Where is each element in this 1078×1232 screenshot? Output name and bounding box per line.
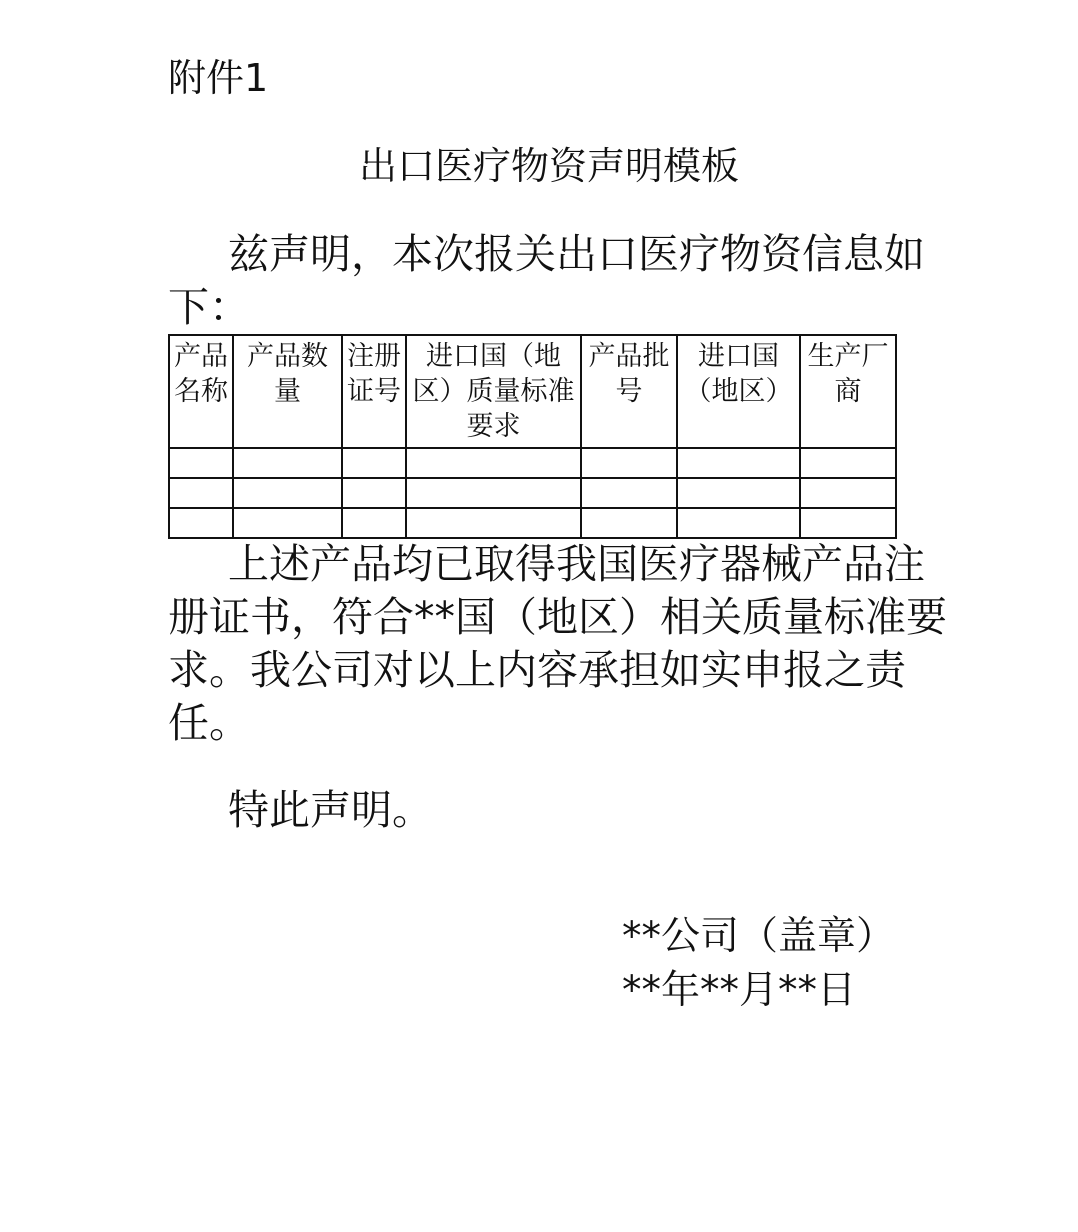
signature-date: **年**月**日 [622, 968, 857, 1013]
intro-paragraph: 兹声明，本次报关出口医疗物资信息如下： [168, 230, 925, 331]
table-cell [169, 448, 233, 478]
header-product-name: 产品名称 [169, 335, 233, 448]
closing-line: 特此声明。 [228, 786, 433, 834]
table-cell [342, 448, 406, 478]
table-cell [169, 508, 233, 538]
table-row [169, 448, 896, 478]
header-registration-number: 注册证号 [342, 335, 406, 448]
header-manufacturer: 生产厂商 [800, 335, 896, 448]
table-row [169, 478, 896, 508]
header-import-country: 进口国（地区） [677, 335, 800, 448]
document-title: 出口医疗物资声明模板 [358, 144, 739, 188]
table-cell [169, 478, 233, 508]
table-cell [677, 508, 800, 538]
table-cell [406, 478, 581, 508]
table-cell [581, 478, 677, 508]
table-cell [677, 478, 800, 508]
medical-supplies-table [168, 334, 897, 539]
table-cell [233, 448, 342, 478]
attachment-label: 附件1 [168, 56, 269, 100]
table-cell [677, 448, 800, 478]
table-cell [800, 478, 896, 508]
table-cell [581, 448, 677, 478]
table-cell [581, 508, 677, 538]
table-cell [342, 508, 406, 538]
table-cell [233, 478, 342, 508]
table-row [169, 508, 896, 538]
header-batch-number: 产品批号 [581, 335, 677, 448]
statement-paragraph: 上述产品均已取得我国医疗器械产品注册证书，符合**国（地区）相关质量标准要求。我公司对以上内容承担如实申报之责任。 [168, 540, 947, 747]
table-header-row [169, 335, 896, 448]
table-cell [406, 448, 581, 478]
header-quality-standard: 进口国（地区）质量标准要求 [406, 335, 581, 448]
table-cell [406, 508, 581, 538]
table-cell [800, 448, 896, 478]
table-cell [342, 478, 406, 508]
signature-company: **公司（盖章） [622, 914, 896, 959]
header-product-quantity: 产品数量 [233, 335, 342, 448]
table-cell [800, 508, 896, 538]
table-cell [233, 508, 342, 538]
